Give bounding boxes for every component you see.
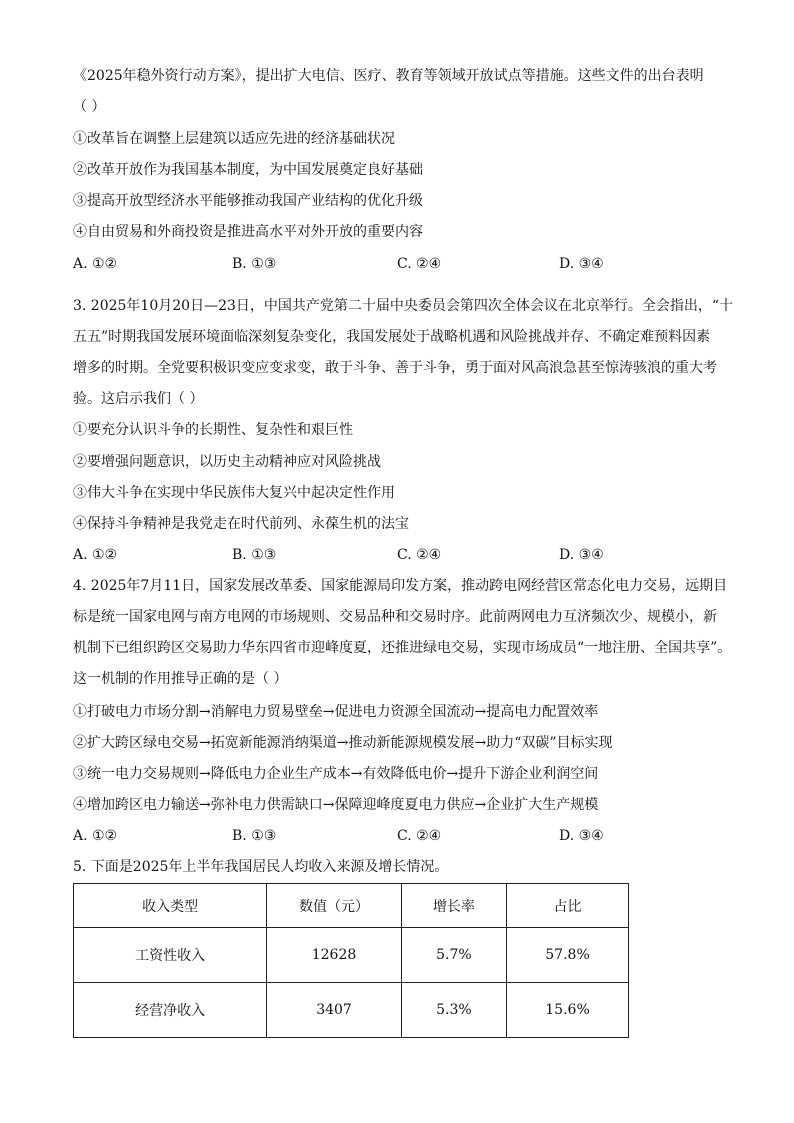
header-cell-growth: 增长率 xyxy=(401,884,506,928)
table-header-row xyxy=(74,884,629,928)
q2-option-a[interactable]: A. ①② xyxy=(73,256,118,272)
q4-item-4: ④增加跨区电力输送→弥补电力供需缺口→保障迎峰度夏电力供应→企业扩大生产规模 xyxy=(73,797,599,813)
q3-stem-line-4: 验。这启示我们（ ） xyxy=(73,391,204,407)
q5-stem: 5. 下面是2025年上半年我国居民人均收入来源及增长情况。 xyxy=(73,859,449,875)
q3-option-a[interactable]: A. ①② xyxy=(73,547,118,563)
q4-option-d[interactable]: D. ③④ xyxy=(559,828,604,844)
table-cell: 12628 xyxy=(267,928,402,983)
q4-stem-line-2: 标是统一国家电网与南方电网的市场规则、交易品种和交易时序。此前两网电力互济频次少、规模小，新 xyxy=(73,609,717,625)
q4-item-3: ③统一电力交易规则→降低电力企业生产成本→有效降低电价→提升下游企业利润空间 xyxy=(73,766,599,782)
header-cell-value: 数值（元） xyxy=(267,884,402,928)
q2-item-4: ④自由贸易和外商投资是推进高水平对外开放的重要内容 xyxy=(73,224,423,240)
header-cell-type: 收入类型 xyxy=(74,884,267,928)
q4-item-1: ①打破电力市场分割→消解电力贸易壁垒→促进电力资源全国流动→提高电力配置效率 xyxy=(73,704,599,720)
q2-option-d[interactable]: D. ③④ xyxy=(559,256,604,272)
q2-option-b[interactable]: B. ①③ xyxy=(232,256,277,272)
q2-item-1: ①改革旨在调整上层建筑以适应先进的经济基础状况 xyxy=(73,131,395,147)
table-cell: 工资性收入 xyxy=(74,928,267,983)
q4-option-c[interactable]: C. ②④ xyxy=(397,828,442,844)
q2-options xyxy=(73,254,733,274)
table-cell: 5.3% xyxy=(401,983,506,1038)
q3-option-d[interactable]: D. ③④ xyxy=(559,547,604,563)
table-cell: 经营净收入 xyxy=(74,983,267,1038)
table-cell: 5.7% xyxy=(401,928,506,983)
table-cell: 57.8% xyxy=(507,928,629,983)
q2-stem-line-2: （ ） xyxy=(73,99,106,115)
q2-stem-line-1: 《2025年稳外资行动方案》，提出扩大电信、医疗、教育等领域开放试点等措施。这些文件的出台表明 xyxy=(73,68,704,84)
q2-item-3: ③提高开放型经济水平能够推动我国产业结构的优化升级 xyxy=(73,193,423,209)
q4-stem-line-3: 机制下已组织跨区交易助力华东四省市迎峰度夏，还推进绿电交易，实现市场成员“一地注册、全国共享”。 xyxy=(73,640,732,656)
table-cell: 3407 xyxy=(267,983,402,1038)
q3-options xyxy=(73,545,733,565)
q4-item-2: ②扩大跨区绿电交易→拓宽新能源消纳渠道→推动新能源规模发展→助力“双碳”目标实现 xyxy=(73,735,613,751)
q3-item-2: ②要增强问题意识，以历史主动精神应对风险挑战 xyxy=(73,454,381,470)
header-cell-share: 占比 xyxy=(507,884,629,928)
q4-options xyxy=(73,826,733,846)
q4-option-a[interactable]: A. ①② xyxy=(73,828,118,844)
income-table xyxy=(73,883,629,1038)
q4-stem-line-4: 这一机制的作用推导正确的是（ ） xyxy=(73,671,288,687)
q3-item-4: ④保持斗争精神是我党走在时代前列、永葆生机的法宝 xyxy=(73,516,409,532)
q3-option-b[interactable]: B. ①③ xyxy=(232,547,277,563)
table-cell: 15.6% xyxy=(507,983,629,1038)
q3-item-1: ①要充分认识斗争的长期性、复杂性和艰巨性 xyxy=(73,422,353,438)
q3-stem-line-3: 增多的时期。全党要积极识变应变求变，敢于斗争、善于斗争，勇于面对风高浪急甚至惊涛骇浪的重大考 xyxy=(73,360,717,376)
q2-item-2: ②改革开放作为我国基本制度，为中国发展奠定良好基础 xyxy=(73,162,423,178)
q3-option-c[interactable]: C. ②④ xyxy=(397,547,442,563)
q3-stem-line-1: 3. 2025年10月20日—23日，中国共产党第二十届中央委员会第四次全体会议在北京举行。全会指出，“十 xyxy=(73,298,734,314)
q4-option-b[interactable]: B. ①③ xyxy=(232,828,277,844)
table-row xyxy=(74,983,629,1038)
q3-item-3: ③伟大斗争在实现中华民族伟大复兴中起决定性作用 xyxy=(73,485,395,501)
q3-stem-line-2: 五五”时期我国发展环境面临深刻复杂变化，我国发展处于战略机遇和风险挑战并存、不确定难预料因素 xyxy=(73,329,711,345)
table-row xyxy=(74,928,629,983)
q4-stem-line-1: 4. 2025年7月11日，国家发展改革委、国家能源局印发方案，推动跨电网经营区常态化电力交易，远期目 xyxy=(73,578,728,594)
q2-option-c[interactable]: C. ②④ xyxy=(397,256,442,272)
